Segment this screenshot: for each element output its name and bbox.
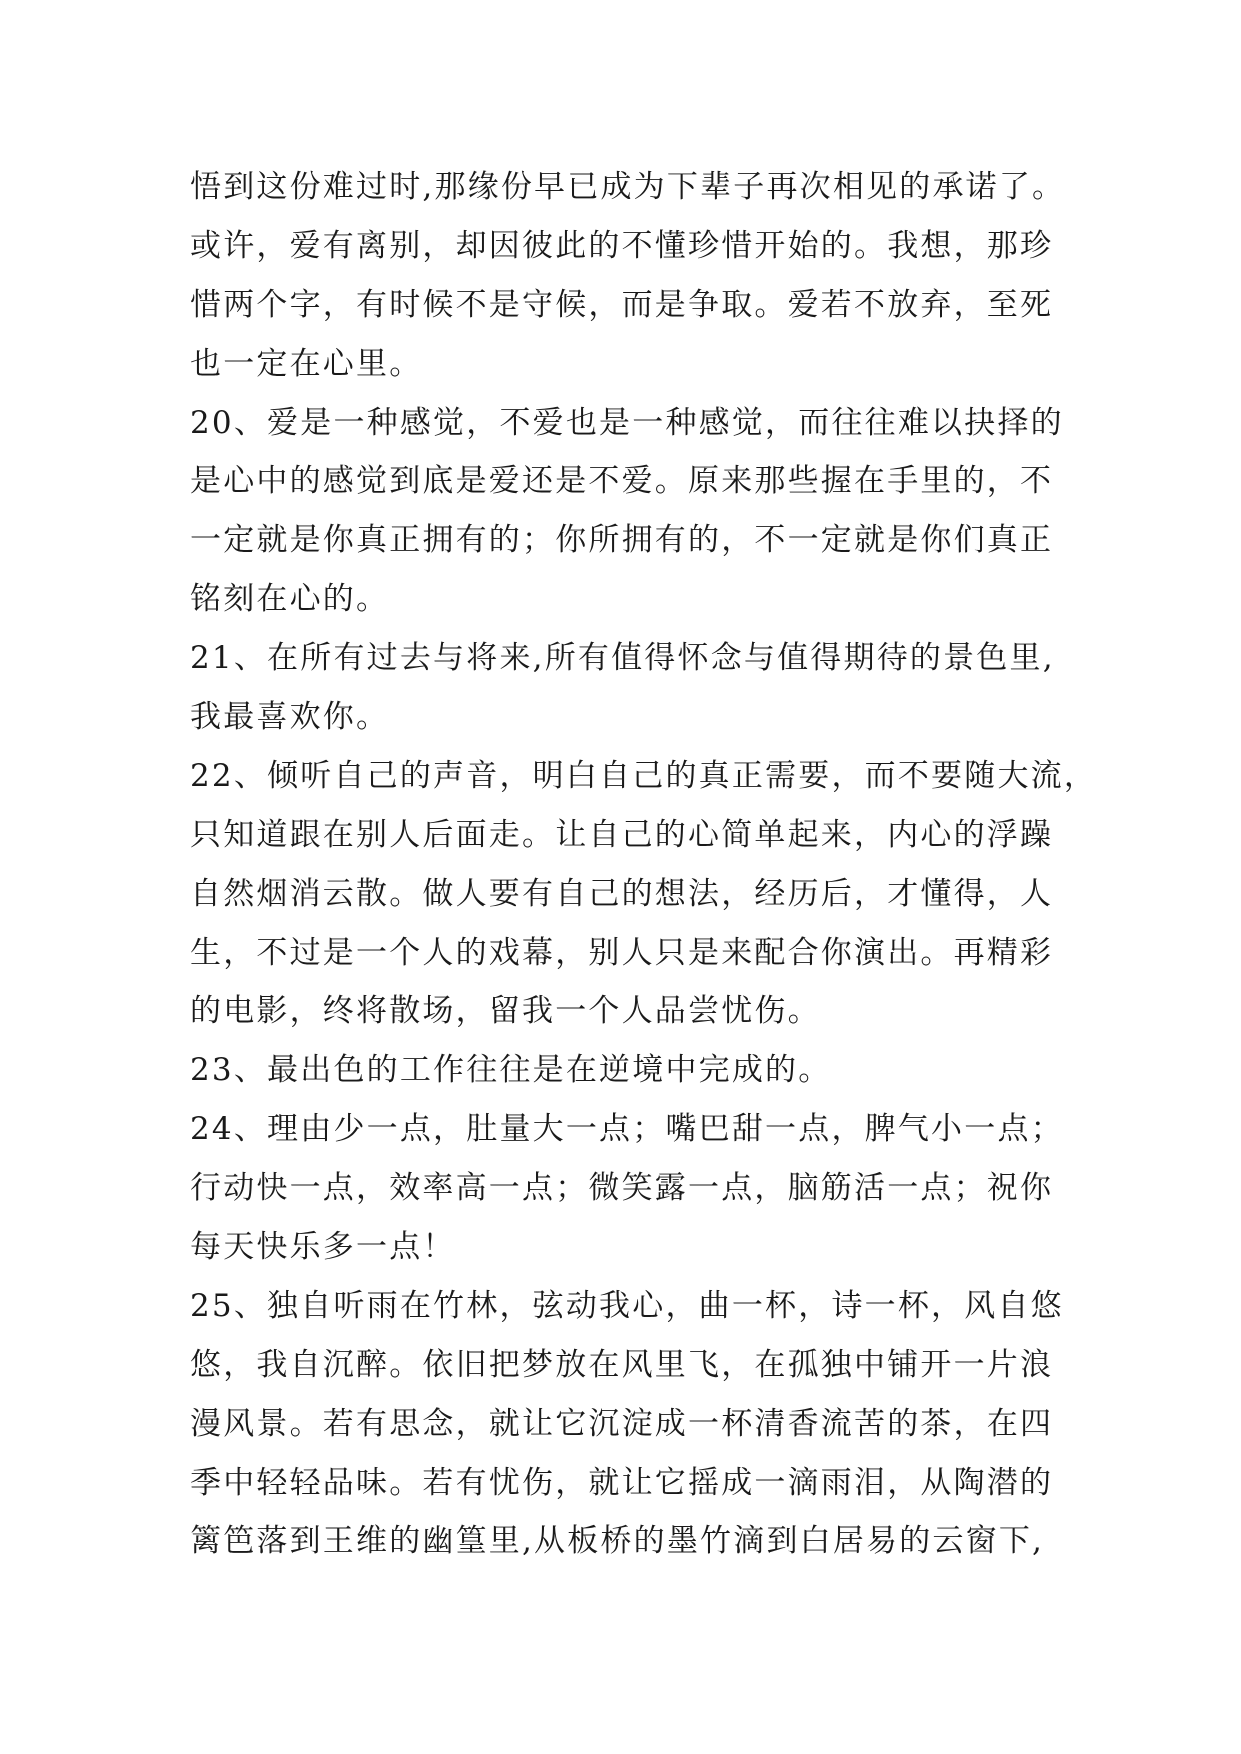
text-line: 悟到这份难过时,那缘份早已成为下辈子再次相见的承诺了。 xyxy=(190,169,1066,205)
text-line: 的电影，终将散场，留我一个人品尝忧伤。 xyxy=(190,993,821,1030)
text-line: 篱笆落到王维的幽篁里,从板桥的墨竹滴到白居易的云窗下, xyxy=(190,1523,1045,1560)
text-line: 一定就是你真正拥有的；你所拥有的，不一定就是你们真正 xyxy=(190,522,1054,559)
text-line: 悠，我自沉醉。依旧把梦放在风里飞，在孤独中铺开一片浪 xyxy=(190,1346,1054,1383)
text-line: 25、独自听雨在竹林，弦动我心，曲一杯，诗一杯，风自悠 xyxy=(190,1287,1064,1324)
text-line: 21、在所有过去与将来,所有值得怀念与值得期待的景色里, xyxy=(190,640,1055,677)
text-line: 22、倾听自己的声音，明白自己的真正需要，而不要随大流， xyxy=(190,757,1098,794)
text-line: 行动快一点，效率高一点；微笑露一点，脑筋活一点；祝你 xyxy=(190,1170,1054,1207)
text-line: 只知道跟在别人后面走。让自己的心简单起来，内心的浮躁 xyxy=(190,816,1054,853)
text-line: 或许，爱有离别，却因彼此的不懂珍惜开始的。我想，那珍 xyxy=(190,227,1054,264)
text-line: 惜两个字，有时候不是守候，而是争取。爱若不放弃，至死 xyxy=(190,286,1054,323)
text-line: 20、爱是一种感觉，不爱也是一种感觉，而往往难以抉择的 xyxy=(190,404,1064,441)
text-line: 自然烟消云散。做人要有自己的想法，经历后，才懂得，人 xyxy=(190,875,1054,912)
text-line: 生，不过是一个人的戏幕，别人只是来配合你演出。再精彩 xyxy=(190,934,1054,971)
text-line: 是心中的感觉到底是爱还是不爱。原来那些握在手里的，不 xyxy=(190,463,1054,500)
text-line: 也一定在心里。 xyxy=(190,345,423,382)
text-line: 23、最出色的工作往往是在逆境中完成的。 xyxy=(190,1052,832,1089)
text-line: 24、理由少一点，肚量大一点；嘴巴甜一点，脾气小一点； xyxy=(190,1111,1064,1148)
text-line: 铭刻在心的。 xyxy=(190,581,390,618)
text-line: 每天快乐多一点！ xyxy=(190,1229,456,1266)
document-body xyxy=(190,158,1098,1571)
text-line: 漫风景。若有思念，就让它沉淀成一杯清香流苦的茶，在四 xyxy=(190,1405,1054,1442)
text-line: 季中轻轻品味。若有忧伤，就让它摇成一滴雨泪，从陶潜的 xyxy=(190,1464,1054,1501)
text-line: 我最喜欢你。 xyxy=(190,699,390,736)
